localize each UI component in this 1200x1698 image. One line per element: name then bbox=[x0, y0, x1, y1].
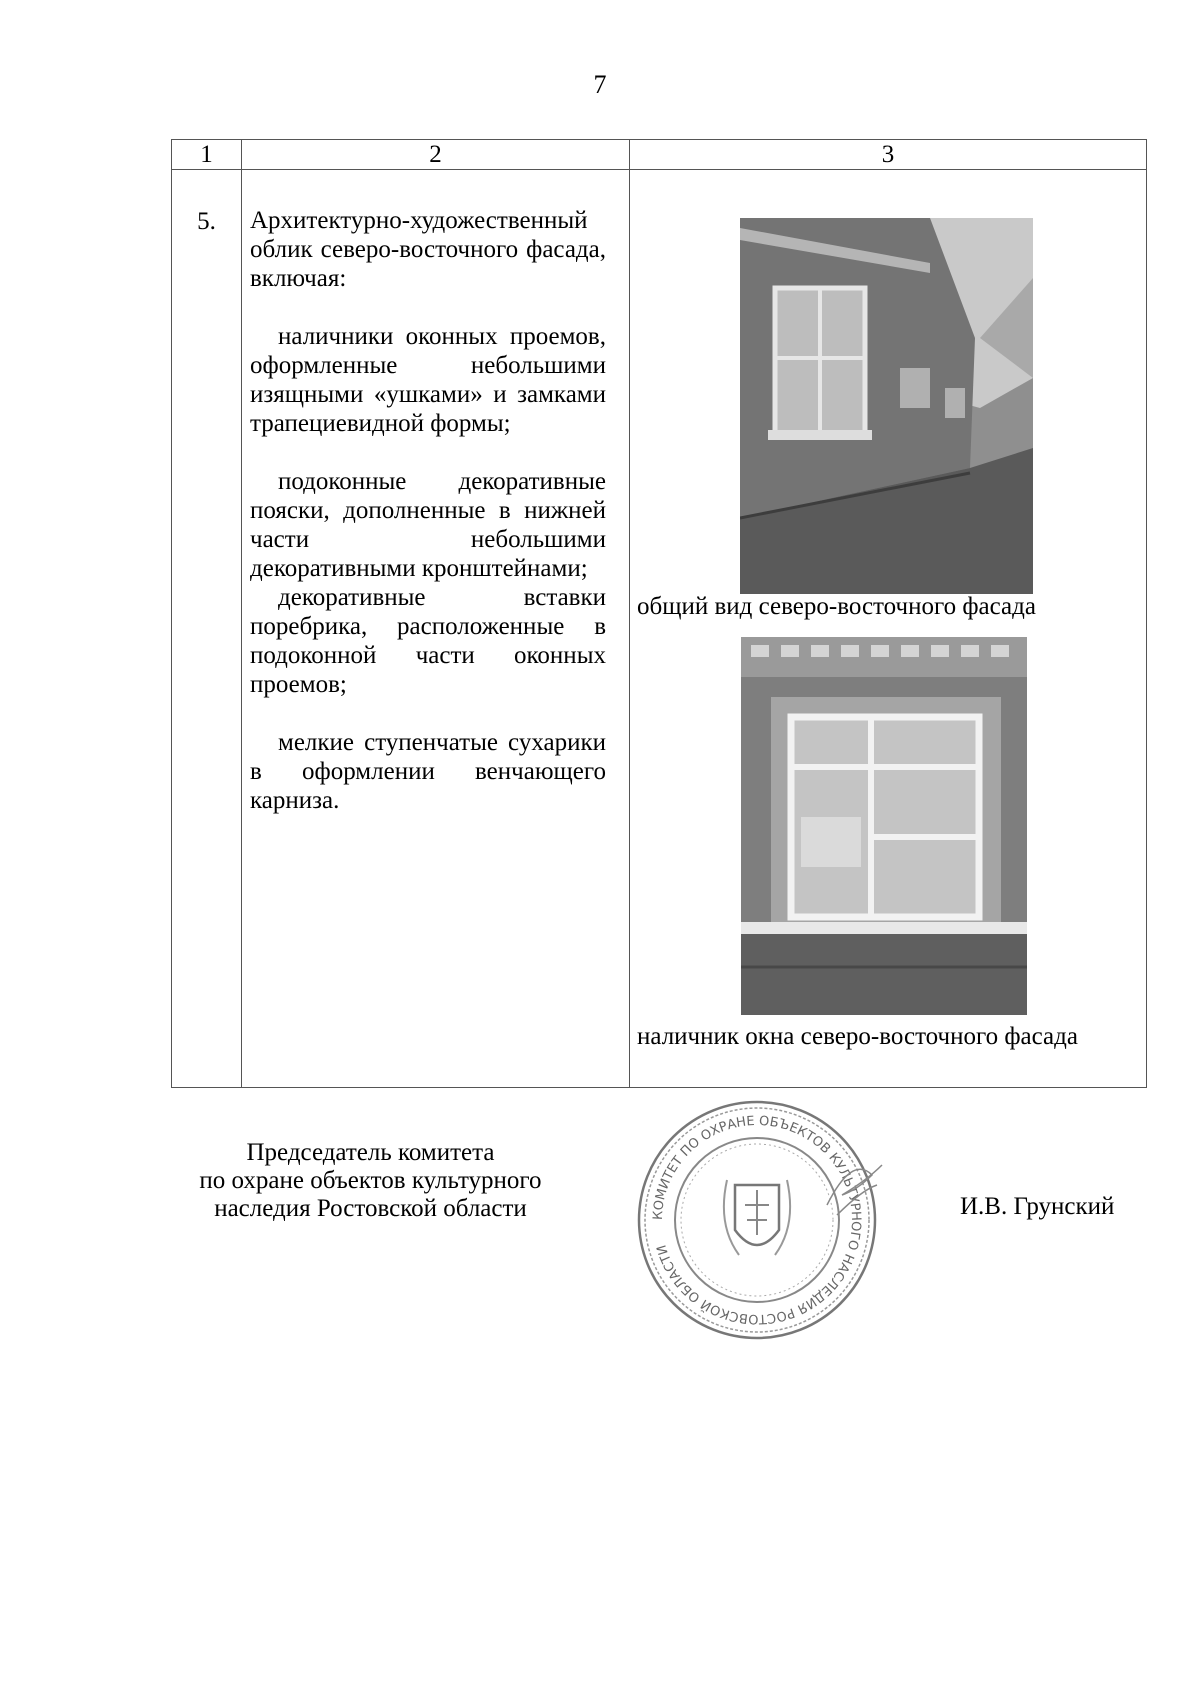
position-line: Председатель комитета bbox=[246, 1139, 495, 1166]
photos-cell bbox=[630, 170, 1147, 1088]
photo1-caption: общий вид северо-восточного фасада bbox=[637, 593, 1036, 620]
official-seal bbox=[627, 1095, 887, 1345]
facade-general-view-photo bbox=[740, 218, 1033, 594]
description-item: декоративные вставки поребрика, расположенные в подоконной части оконных проемов; bbox=[250, 584, 606, 698]
description-item: подоконные декоративные пояски, дополненные в нижней части небольшими декоративными кронштейнами; bbox=[250, 468, 606, 582]
description-cell bbox=[242, 170, 630, 1088]
header-col-3: 3 bbox=[630, 140, 1147, 170]
header-col-2: 2 bbox=[242, 140, 630, 170]
header-col-1: 1 bbox=[172, 140, 242, 170]
position-line: наследия Ростовской области bbox=[214, 1195, 527, 1222]
signatory-name: И.В. Грунский bbox=[960, 1193, 1115, 1220]
photo2-caption: наличник окна северо-восточного фасада bbox=[637, 1023, 1078, 1050]
seal-text: КОМИТЕТ ПО ОХРАНЕ ОБЪЕКТОВ КУЛЬТУРНОГО НАСЛЕДИЯ РОСТОВСКОЙ ОБЛАСТИ bbox=[650, 1113, 864, 1327]
row-number: 5. bbox=[172, 170, 242, 1088]
position-line: по охране объектов культурного bbox=[199, 1167, 542, 1194]
table-row bbox=[172, 170, 1147, 1088]
description-item: мелкие ступенчатые сухарики в оформлении венчающего карниза. bbox=[250, 729, 606, 814]
page-number: 7 bbox=[593, 70, 607, 99]
description-item: наличники оконных проемов, оформленные небольшими изящными «ушками» и замками трапециевидной формы; bbox=[250, 323, 606, 437]
description-intro: Архитектурно-художественный облик северо-восточного фасада, включая: bbox=[250, 207, 606, 292]
objects-table bbox=[171, 139, 1147, 1088]
table-header-row bbox=[172, 140, 1147, 170]
signatory-position bbox=[168, 1139, 573, 1223]
window-trim-photo bbox=[741, 637, 1027, 1015]
